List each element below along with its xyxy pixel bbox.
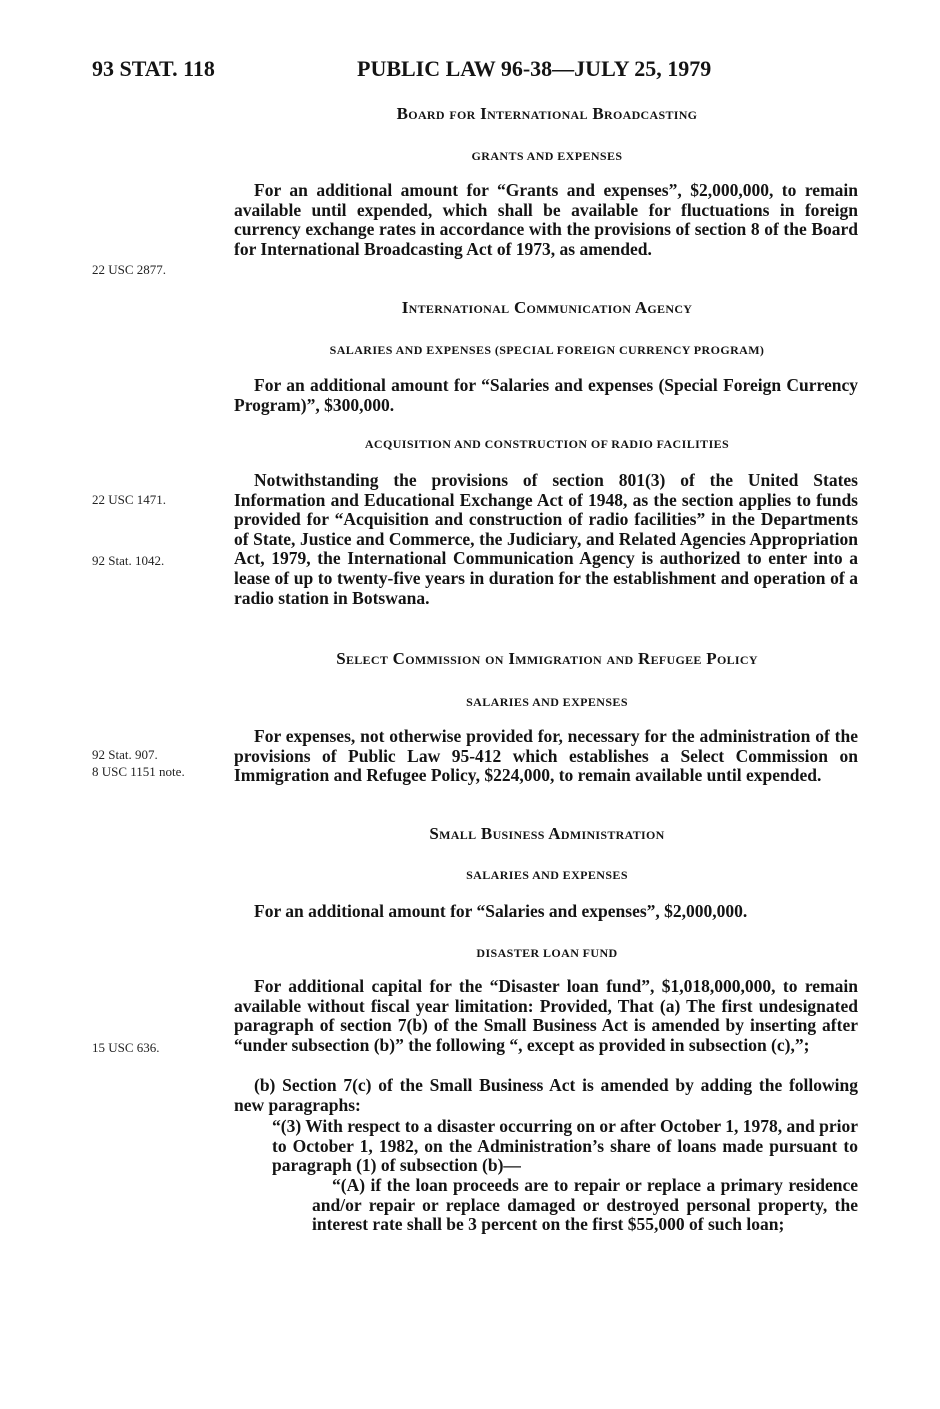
paragraph-clause-3a: “(A) if the loan proceeds are to repair or replace a primary residence and/or repair or replace damaged or destroyed personal property, the interest rate shall be 3 percent on the first $55,000 of such loan; [312, 1175, 858, 1235]
subheading-radio-facilities: ACQUISITION AND CONSTRUCTION OF RADIO FACILITIES [364, 437, 730, 451]
paragraph-radio-facilities: Notwithstanding the provisions of section 801(3) of the United States Information and Educational Exchange Act of 1948, as the section applies to funds provided for “Acquisition and construction of radio facilities” in the Departments of State, Justice and Commerce, the Judiciary, and Related Agencies Appropriation Act, 1979, the International Communication Agency is authorized to enter into a lease of up to twenty-five years in duration for the establishment and operation of a radio station in Botswana. [234, 470, 858, 608]
section-heading-board: Board for International Broadcasting [396, 104, 698, 123]
margin-note-92stat1042: 92 Stat. 1042. [92, 553, 165, 568]
section-heading-sba: Small Business Administration [429, 824, 665, 843]
paragraph-ica-salaries: For an additional amount for “Salaries and expenses (Special Foreign Currency Program)”, $300,000. [234, 375, 858, 415]
subheading-ica-salaries: SALARIES AND EXPENSES (SPECIAL FOREIGN CURRENCY PROGRAM) [329, 343, 765, 357]
subheading-grants: GRANTS AND EXPENSES [471, 149, 623, 163]
subheading-immigration-salaries: SALARIES AND EXPENSES [466, 695, 628, 709]
section-heading-ica: International Communication Agency [401, 298, 693, 317]
paragraph-clause-3: “(3) With respect to a disaster occurring on or after October 1, 1978, and prior to October 1, 1982, on the Administration’s share of loans made pursuant to paragraph (1) of subsection (b)— [272, 1116, 858, 1176]
margin-note-22usc1471: 22 USC 1471. [92, 492, 167, 507]
margin-note-92stat907: 92 Stat. 907. [92, 747, 158, 762]
margin-note-22usc2877: 22 USC 2877. [92, 262, 167, 277]
section-heading-immigration: Select Commission on Immigration and Refugee Policy [336, 649, 758, 668]
stat-page-number: 93 STAT. 118 [92, 56, 215, 81]
paragraph-board: For an additional amount for “Grants and expenses”, $2,000,000, to remain available until expended, which shall be available for fluctuations in foreign currency exchange rates in accordance with the provisions of section 8 of the Board for International Broadcasting Act of 1973, as amended. [234, 180, 858, 259]
paragraph-sba-salaries: For an additional amount for “Salaries and expenses”, $2,000,000. [254, 901, 748, 921]
margin-note-15usc636: 15 USC 636. [92, 1040, 160, 1055]
paragraph-section-7c: (b) Section 7(c) of the Small Business Act is amended by adding the following new paragraphs: [234, 1075, 858, 1115]
subheading-sba-salaries: SALARIES AND EXPENSES [466, 868, 628, 882]
subheading-disaster-loan-fund: DISASTER LOAN FUND [476, 946, 618, 960]
law-title: PUBLIC LAW 96-38—JULY 25, 1979 [357, 56, 712, 81]
paragraph-immigration: For expenses, not otherwise provided for, necessary for the administration of the provisions of Public Law 95-412 which establishes a Select Commission on Immigration and Refugee Policy, $224,000, to remain available until expended. [234, 726, 858, 786]
paragraph-disaster-loan-fund: For additional capital for the “Disaster loan fund”, $1,018,000,000, to remain available without fiscal year limitation: Provided, That (a) The first undesignated paragraph of section 7(b) of the Small Business Act is amended by inserting after “under subsection (b)” the following “, except as provided in subsection (c),”; [234, 976, 858, 1055]
margin-note-8usc1151: 8 USC 1151 note. [92, 764, 185, 779]
